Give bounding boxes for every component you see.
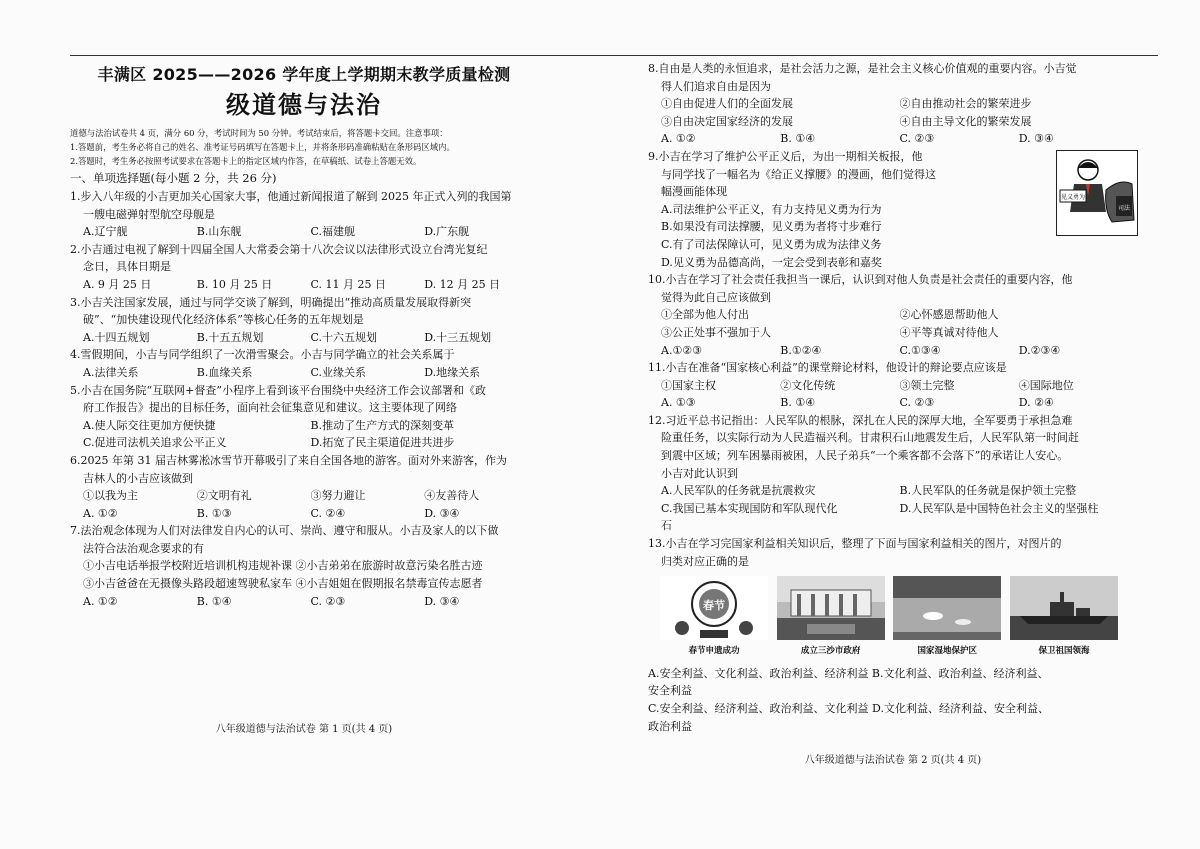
question-1 [70, 188, 538, 241]
option-line: 安全利益 [648, 684, 692, 698]
option-b: B.十五五规划 [196, 330, 264, 344]
page-right [648, 60, 1138, 735]
question-stem: 1.步入八年级的小吉更加关心国家大事，他通过新闻报道了解到 2025 年正式入列的我国第 [70, 190, 512, 203]
statement-1: ①以我为主 [83, 489, 138, 503]
option-a: A.使人际交往更加方便快捷 [83, 418, 216, 432]
question-stem: 3.小吉关注国家发展，通过与同学交谈了解到，明确提出“推动高质量发展取得新突 [70, 295, 472, 309]
question-stem: 府工作报告》提出的目标任务，面向社会征集意见和建议。这主要体现了网络 [83, 401, 457, 415]
question-8 [648, 60, 1138, 148]
option-d: D. ③④ [424, 506, 460, 520]
page-left [70, 60, 538, 610]
option-c: C. ②④ [310, 506, 346, 520]
image-row [660, 576, 1118, 661]
statement-line: ①小吉电话举报学校附近培训机构违规补课 ②小吉弟弟在旅游时故意污染名胜古迹 [83, 559, 483, 573]
option-d: D.②③④ [1018, 343, 1061, 357]
question-stem: 与同学找了一幅名为《给正义撑腰》的漫画，他们觉得这 [661, 167, 936, 181]
picture-4 [1010, 576, 1118, 661]
question-13 [648, 535, 1138, 735]
question-2 [70, 241, 538, 294]
question-12 [648, 412, 1138, 535]
option-d: D. 12 月 25 日 [424, 277, 501, 291]
option-b: B.血缘关系 [196, 365, 253, 379]
exam-subject: 级道德与法治 [226, 90, 382, 119]
justice-cartoon-image [1056, 150, 1138, 236]
question-stem: 12.习近平总书记指出：人民军队的根脉，深扎在人民的深厚大地，全军要勇于承担急难 [648, 413, 1073, 427]
picture-3 [893, 576, 1001, 661]
option-d: D.广东舰 [424, 225, 470, 239]
option-c: C.有了司法保障认可，见义勇为成为法律义务 [661, 237, 882, 251]
picture-caption: 春节申遗成功 [688, 646, 740, 657]
picture-1 [660, 576, 768, 661]
statement-3: ③公正处事不强加于人 [661, 325, 771, 339]
picture-caption: 成立三沙市政府 [800, 646, 861, 657]
question-stem: 一艘电磁弹射型航空母舰是 [83, 207, 215, 221]
option-c: C. ②③ [899, 132, 935, 146]
question-stem: 8.自由是人类的永恒追求，是社会活力之源，是社会主义核心价值观的重要内容。小吉觉 [648, 62, 1077, 75]
option-d: D. ②④ [1018, 396, 1054, 410]
question-stem: 幅漫画能体现 [661, 185, 727, 199]
statement-1: ①国家主权 [661, 378, 716, 392]
question-stem: 念日，具体日期是 [83, 260, 171, 274]
statement-3: ③努力避让 [310, 489, 366, 503]
question-11 [648, 359, 1138, 412]
question-stem: 5.小吉在国务院“互联网+督查”小程序上看到该平台围绕中央经济工作会议部署和《政 [70, 383, 486, 397]
option-b: B. ①④ [780, 396, 816, 410]
picture-caption: 保卫祖国领海 [1038, 646, 1090, 657]
question-stem: 小吉对此认识到 [661, 466, 738, 480]
page-footer-left: 八年级道德与法治试卷 第 1 页(共 4 页) [215, 724, 393, 735]
option-d: D.见义勇为品德高尚，一定会受到表彰和嘉奖 [661, 255, 882, 269]
question-5 [70, 382, 538, 452]
question-stem: 吉林人的小吉应该做到 [83, 471, 193, 485]
option-a: A. 9 月 25 日 [83, 277, 152, 291]
question-6 [70, 452, 538, 522]
government-building-image [777, 576, 885, 640]
option-c: C. ②③ [310, 594, 346, 608]
question-stem: 6.2025 年第 31 届吉林雾凇冰雪节开幕吸引了来自全国各地的游客。面对外来游客，作为 [70, 453, 507, 467]
option-b: B.山东舰 [196, 225, 242, 239]
option-b: B. ①③ [196, 506, 232, 520]
option-d: D.人民军队是中国特色社会主义的坚强柱 [899, 501, 1099, 515]
option-b: B. ①④ [196, 594, 232, 608]
cartoon-label: 见义勇为 [1060, 193, 1086, 201]
question-stem: 归类对应正确的是 [661, 554, 749, 568]
picture-caption: 国家湿地保护区 [917, 646, 978, 657]
exam-title: 丰满区 2025——2026 学年度上学期期末教学质量检测 [97, 65, 511, 84]
option-c: C.促进司法机关追求公平正义 [83, 436, 227, 450]
option-d-continued: 石 [661, 519, 672, 533]
option-d: D.拓宽了民主渠道促进共进步 [310, 436, 455, 450]
statement-4: ④平等真诚对待他人 [899, 325, 999, 339]
question-stem: 4.雪假期间，小吉与同学组织了一次滑雪聚会。小吉与同学确立的社会关系属于 [70, 348, 455, 362]
statement-3: ③自由决定国家经济的发展 [661, 114, 793, 128]
statement-1: ①自由促进人们的全面发展 [661, 97, 793, 111]
option-a: A. ①② [83, 594, 118, 608]
section-heading: 一、单项选择题(每小题 2 分，共 26 分) [70, 171, 277, 185]
statement-2: ②文明有礼 [196, 489, 252, 503]
question-3 [70, 294, 538, 347]
option-a: A. ①② [83, 506, 118, 520]
picture-2 [777, 576, 885, 661]
option-c: C.福建舰 [310, 225, 356, 239]
option-a: A.法律关系 [83, 365, 139, 379]
option-line: 政治利益 [648, 719, 692, 733]
statement-4: ④国际地位 [1018, 378, 1074, 392]
option-a: A. ①② [661, 132, 696, 146]
option-d: D.十三五规划 [424, 330, 492, 344]
option-c: C. 11 月 25 日 [310, 277, 387, 291]
question-7 [70, 522, 538, 610]
option-line: A.安全利益、文化利益、政治利益、经济利益 B.文化利益、政治利益、经济利益、 [648, 666, 1049, 680]
question-10 [648, 271, 1138, 359]
option-a: A.十四五规划 [83, 330, 150, 344]
option-c: C.十六五规划 [310, 330, 378, 344]
instruction-line: 道德与法治试卷共 4 页，满分 60 分，考试时间为 50 分钟。考试结束后，将答题卡交回。注意事项： [70, 128, 448, 138]
option-c: C. ②③ [899, 396, 935, 410]
question-stem: 9.小吉在学习了维护公平正义后，为出一期相关板报，他 [648, 149, 923, 163]
question-stem: 得人们追求自由是因为 [661, 79, 771, 93]
question-stem: 11.小吉在准备“国家核心利益”的课堂辩论材料，他设计的辩论要点应该是 [648, 361, 1007, 375]
statement-1: ①全部为他人付出 [661, 308, 749, 322]
question-stem: 法符合法治观念要求的有 [83, 541, 204, 555]
question-stem: 7.法治观念体现为人们对法律发自内心的认可、崇尚、遵守和服从。小吉及家人的以下做 [70, 524, 499, 538]
statement-2: ②文化传统 [780, 378, 836, 392]
question-stem: 破”、“加快建设现代化经济体系”等核心任务的五年规划是 [83, 313, 364, 327]
statement-line: ③小吉爸爸在无摄像头路段超速驾驶私家车 ④小吉姐姐在假期报名禁毒宣传志愿者 [83, 577, 483, 591]
option-b: B. 10 月 25 日 [196, 277, 273, 291]
statement-4: ④友善待人 [424, 489, 480, 503]
option-d: D. ③④ [1018, 132, 1054, 146]
option-d: D. ③④ [424, 594, 460, 608]
option-a: A.人民军队的任务就是抗震救灾 [661, 484, 816, 498]
option-b: B.①②④ [780, 343, 822, 357]
option-b: B.推动了生产方式的深刻变革 [310, 418, 455, 432]
option-b: B.如果没有司法撑腰，见义勇为者将寸步难行 [661, 220, 882, 234]
statement-3: ③领土完整 [899, 378, 955, 392]
option-c: C.我国已基本实现国防和军队现代化 [661, 501, 838, 515]
question-stem: 到震中区域；列车困暴雨被困，人民子弟兵“一个乘客都不会落下”的承诺让人安心。 [661, 449, 1069, 463]
stamp-text: 春节 [703, 599, 725, 613]
question-stem: 觉得为此自己应该做到 [661, 290, 771, 304]
question-stem: 13.小吉在学习完国家利益相关知识后，整理了下面与国家利益相关的图片，对图片的 [648, 537, 1062, 551]
option-b: B.人民军队的任务就是保护领土完整 [899, 484, 1077, 498]
statement-4: ④自由主导文化的繁荣发展 [899, 114, 1032, 128]
question-stem: 10.小吉在学习了社会责任我担当一课后，认识到对他人负责是社会责任的重要内容，他 [648, 273, 1073, 287]
question-stem: 险重任务，以实际行动为人民造福兴利。甘肃积石山地震发生后，人民军队第一时间赶 [661, 431, 1079, 445]
cartoon-label: 司法 [1117, 204, 1131, 212]
wetland-image [893, 576, 1001, 640]
question-9 [648, 148, 1138, 271]
warship-image [1010, 576, 1118, 640]
instruction-line: 1.答题前，考生务必将自己的姓名、准考证号码填写在答题卡上，并将条形码准确粘贴在条形码区域内。 [70, 142, 455, 152]
option-c: C.①③④ [899, 343, 941, 357]
question-stem: 2.小吉通过电视了解到十四届全国人大常委会第十八次会议以法律形式设立台湾光复纪 [70, 242, 488, 256]
option-a: A.司法维护公平正义，有力支持见义勇为行为 [661, 202, 882, 216]
page-footer-right: 八年级道德与法治试卷 第 2 页(共 4 页) [804, 755, 982, 766]
option-b: B. ①④ [780, 132, 816, 146]
option-d: D.地缘关系 [424, 365, 481, 379]
instruction-line: 2.答题时，考生务必按照考试要求在答题卡上的指定区域内作答，在草稿纸、试卷上答题无效。 [70, 156, 422, 166]
option-a: A.辽宁舰 [83, 225, 128, 239]
statement-2: ②自由推动社会的繁荣进步 [899, 97, 1032, 111]
top-rule [70, 55, 1158, 56]
statement-2: ②心怀感恩帮助他人 [899, 308, 999, 322]
option-line: C.安全利益、经济利益、政治利益、文化利益 D.文化利益、经济利益、安全利益、 [648, 702, 1049, 715]
spring-festival-image [660, 576, 768, 640]
question-4 [70, 346, 538, 381]
option-c: C.业缘关系 [310, 365, 367, 379]
option-a: A.①②③ [661, 343, 703, 357]
option-a: A. ①③ [661, 396, 696, 410]
